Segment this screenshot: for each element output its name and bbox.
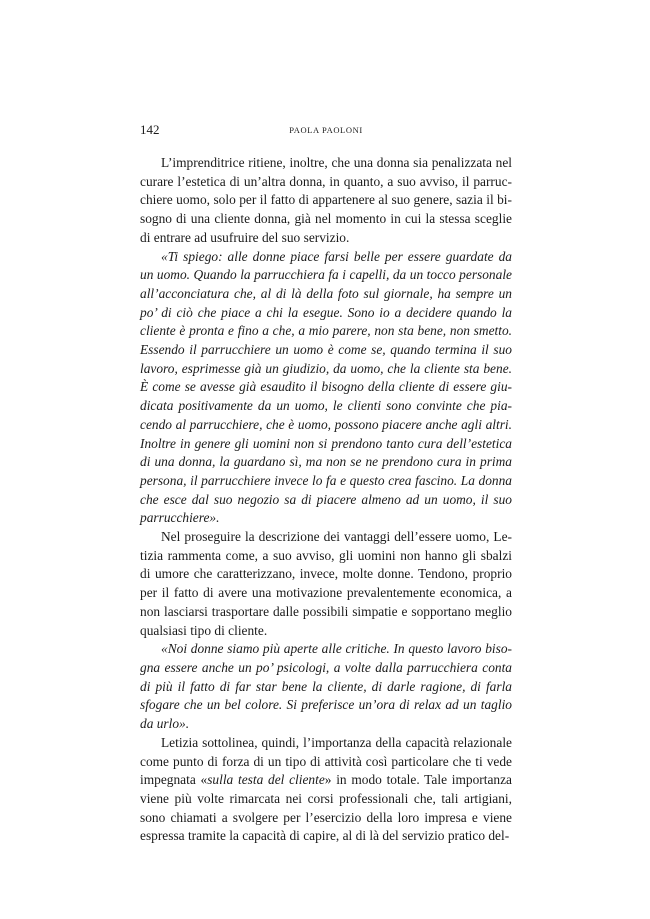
running-head (140, 122, 512, 138)
paragraph: Nel proseguire la descrizione dei vantaggi dell’essere uomo, Letizia rammenta come, a suo avviso, gli uomini non hanno gli sbalzi di umore che caratterizzano, invece, molte donne. Tendono, proprio per il fatto di avere una motivazione prevalentemente economica, a non lasciarsi trasportare dalle possibili simpatie e sopportano meglio qualsiasi tipo di cliente. (140, 529, 512, 638)
paragraph-text: Letizia sottolinea, quindi, l’importanza della capacità relazionale come punto di forza di un tipo di attività così particolare che ti vede impegnata « (140, 734, 512, 788)
interview-quote: «Noi donne siamo più aperte alle critiche. In questo lavoro bisogna essere anche un po’ psicologi, a volte dalla parrucchiera conta di più il fatto di far star bene la cliente, di darle ragione, di farla sfogare che un bel colore. Si preferisce un’ora di relax ad un taglio da urlo». (140, 641, 512, 732)
paragraph (140, 734, 512, 846)
paragraph: L’imprenditrice ritiene, inoltre, che una donna sia penalizzata nel curare l’estetica di un’altra donna, in quanto, a suo avviso, il parrucchiere uomo, solo per il fatto di appartenere al suo genere, sazia il bisogno di una cliente donna, già nel momento in cui la stessa sceglie di entrare ad usufruire del suo servizio. (140, 155, 512, 245)
paragraph-text: » in modo totale. Tale importanza viene più volte rimarcata nei corsi professionali che, tali artigiani, sono chiamati a svolgere per l’esercizio della loro impresa e viene espressa tramite la capacità di capire, al di là del servizio pratico del- (140, 772, 512, 844)
body-text (140, 154, 512, 846)
running-title: PAOLA PAOLONI (289, 125, 363, 135)
page-number: 142 (140, 122, 160, 137)
emphasized-phrase: sulla testa del cliente (207, 772, 325, 788)
interview-quote: «Ti spiego: alle donne piace farsi belle per essere guardate da un uomo. Quando la parrucchiera fa i capelli, da un tocco personale all’acconciatura che, al di là della foto sul giornale, ha sempre un po’ di ciò che piace a chi la esegue. Sono io a decidere quando la cliente è pronta e fino a che, a mio parere, non sta bene, non smetto. Essendo il parrucchiere un uomo è come se, quando termina il suo lavoro, esprimesse già un giudizio, da uomo, che la cliente sta bene. È come se avesse già esaudito il bisogno della cliente di essere giudicata positivamente da un uomo, le clienti sono convinte che piacendo al parrucchiere, che è uomo, possono piacere anche agli altri. Inoltre in genere gli uomini non si prendono tanto cura dell’estetica di una donna, la guardano sì, ma non se ne prendono cura in prima persona, il parrucchiere invece lo fa e questo crea fascino. La donna che esce dal suo negozio sa di piacere almeno ad un uomo, il suo parrucchiere». (140, 248, 512, 526)
